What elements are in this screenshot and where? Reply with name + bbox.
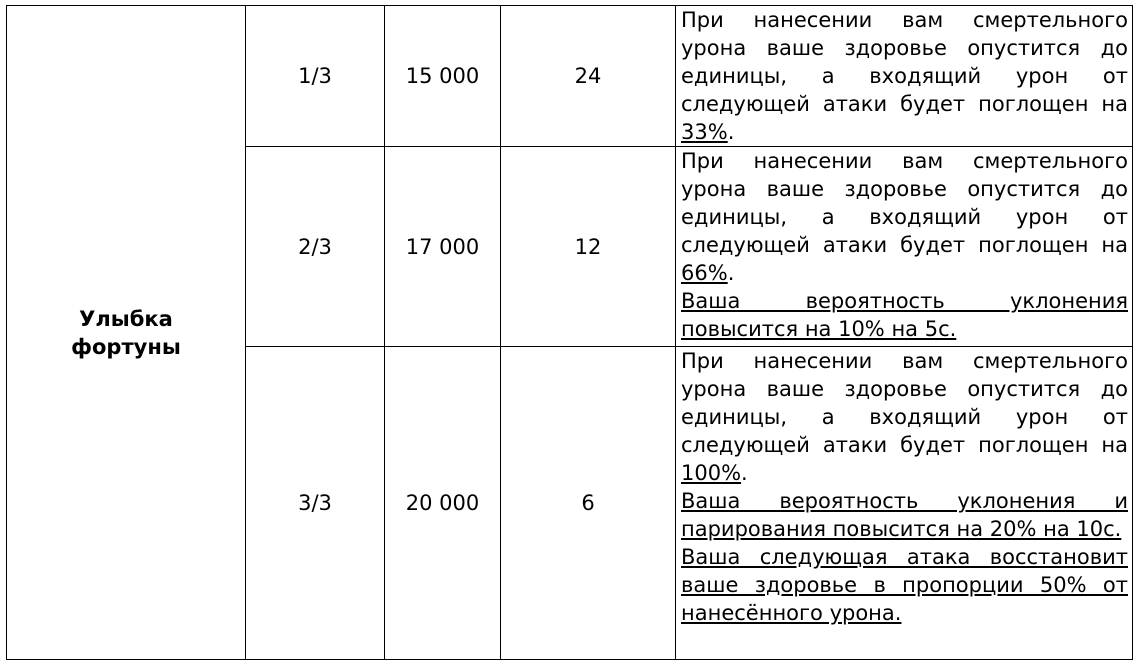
description-extra: Ваша вероятность уклонения и парирования повысится на 20% на 10с. <box>681 489 1128 541</box>
description-period: . <box>727 120 735 144</box>
cost-cell: 15 000 <box>385 6 501 147</box>
cost-cell: 17 000 <box>385 147 501 347</box>
table-row <box>7 6 1133 147</box>
description-base <box>681 347 1128 487</box>
skill-name-cell <box>7 6 246 660</box>
description-period: . <box>741 461 748 485</box>
absorb-percent: 100% <box>681 461 742 485</box>
description-text: При нанесении вам смертельного урона ваше здоровье опустится до единицы, а входящий урон от следующей атаки будет поглощен на <box>681 149 1128 257</box>
description-text: При нанесении вам смертельного урона ваше здоровье опустится до единицы, а входящий урон от следующей атаки будет поглощен на <box>681 8 1128 116</box>
description-cell <box>676 147 1133 347</box>
level-cell: 2/3 <box>246 147 385 347</box>
level-cell: 3/3 <box>246 347 385 660</box>
skill-table <box>6 5 1133 660</box>
cooldown-cell: 12 <box>501 147 676 347</box>
description-period: . <box>727 261 735 285</box>
absorb-percent: 66% <box>681 261 728 285</box>
skill-name-line1: Улыбка <box>79 306 173 331</box>
cooldown-cell: 24 <box>501 6 676 147</box>
description-base <box>681 147 1128 287</box>
description-text: При нанесении вам смертельного урона ваше здоровье опустится до единицы, а входящий урон от следующей атаки будет поглощен на <box>681 349 1128 457</box>
description-base <box>681 6 1128 146</box>
description-extra: Ваша следующая атака восстановит ваше здоровье в пропорции 50% от нанесённого урона. <box>681 545 1128 625</box>
description-cell <box>676 347 1133 660</box>
description-cell <box>676 6 1133 147</box>
level-cell: 1/3 <box>246 6 385 147</box>
cooldown-cell: 6 <box>501 347 676 660</box>
cost-cell: 20 000 <box>385 347 501 660</box>
skill-name-line2: фортуны <box>71 334 181 359</box>
description-extra: Ваша вероятность уклонения повысится на 10% на 5с. <box>681 289 1128 341</box>
absorb-percent: 33% <box>681 120 728 144</box>
